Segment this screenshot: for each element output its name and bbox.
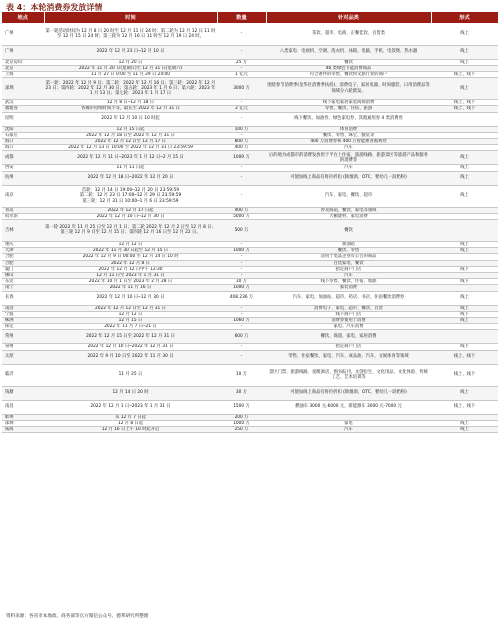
cell-category: 消费券使用于消费: [266, 317, 431, 323]
cell-location: 深圳: [2, 78, 44, 100]
cell-amount: -: [217, 241, 266, 247]
cell-location: 厦门: [2, 266, 44, 272]
cell-category: 符合条件的零售、餐饮和文旅行业的商户: [266, 71, 431, 77]
cell-location: 广州: [2, 45, 44, 59]
cell-time: 2022 年 12 月 12 日至 12 月 17 日: [44, 138, 217, 144]
cell-category: 大额建材、家电消费: [266, 213, 431, 219]
cell-location: 天津: [2, 248, 44, 254]
cell-location: 北京房山: [2, 59, 44, 65]
cell-time: 第一轮 2022 年 11 月 25 日至 12 月 1 日；第二轮 2022 年 12 月 2 日至 12 月 8 日；第三轮 12 月 9 日至 12 月 15 日；第四轮 12 月 16 日至 12 月 22 日。: [44, 219, 217, 241]
table-row: [2, 151, 498, 165]
cell-category: 后的地为成都市的消费发放用于平台上住宿、旅游线路、旅游景区等旅游产品和服务的消费等: [266, 151, 431, 165]
table-header-row: [2, 12, 498, 23]
cell-time: 2022 年 12 月 10 日─12 月 30 日: [44, 213, 217, 219]
cell-location: 合肥: [2, 254, 44, 260]
cell-form: 线上: [431, 59, 498, 65]
table-row: [2, 330, 498, 344]
cell-time: 首轮：12 月 14 日 19:00─12 月 20 日 23:59:59 第二轮：12 月 23 日 17:00─12 月 29 日 23:59:59 第三轮：12 月 31 日 10:00─1 月 6 日 23:59:59: [44, 185, 217, 207]
cell-location: 合肥: [2, 260, 44, 266]
cell-category: 体育消费: [266, 126, 431, 132]
cell-time: 2022 年 12 月 8 日: [44, 260, 217, 266]
cell-amount: -: [217, 324, 266, 330]
cell-time: 2022 年 12 月 1 日─2023 年 1 月 31 日: [44, 400, 217, 414]
cell-category: 汽车、家电、餐饮、超市: [266, 185, 431, 207]
cell-form: 线上、线下: [431, 364, 498, 386]
cell-amount: 1 亿元: [217, 71, 266, 77]
cell-time: 2022 年 12 月 18 日至 2022 年 12 月 31 日: [44, 132, 217, 138]
cell-amount: -: [217, 272, 266, 278]
cell-time: 2022 年 12 月 10 日─12 月 30 日: [44, 291, 217, 305]
cell-location: 昆明: [2, 112, 44, 126]
cell-form: 线上: [431, 23, 498, 45]
cell-location: 蚌埠: [2, 414, 44, 420]
cell-location: 南宁: [2, 285, 44, 291]
cell-location: 南昌: [2, 400, 44, 414]
cell-category: 指定商户门店: [266, 344, 431, 350]
cell-time: 2022 年 12 月 10 日 10 时起: [44, 112, 217, 126]
table-row: [2, 386, 498, 400]
cell-time: 2022 年 12 月 10 日─2022 年 12 月 31 日: [44, 344, 217, 350]
table-body: [2, 23, 498, 433]
cell-amount: 400 万: [217, 145, 266, 151]
cell-amount: 30 万: [217, 386, 266, 400]
cell-location: 上海: [2, 71, 44, 77]
cell-amount: -: [217, 260, 266, 266]
cell-form: 线上: [431, 151, 498, 165]
cell-category: 消费电子、家电、超市、餐饮、百货: [266, 305, 431, 311]
cell-amount: 408.236 万: [217, 291, 266, 305]
cell-location: 西安: [2, 165, 44, 171]
cell-location: 重庆: [2, 241, 44, 247]
cell-amount: -: [217, 171, 266, 185]
cell-form: [431, 112, 498, 126]
cell-category: 适用于电品企业有公告的商品: [266, 254, 431, 260]
cell-location: 南昌: [2, 305, 44, 311]
cell-form: [431, 219, 498, 241]
cell-category: 加油站: [266, 241, 431, 247]
cell-amount: 25 万: [217, 59, 266, 65]
cell-form: 线上: [431, 185, 498, 207]
cell-form: 线上: [431, 165, 498, 171]
cell-amount: 10 万: [217, 279, 266, 285]
cell-location: 北京: [2, 65, 44, 71]
cell-time: 各城市持续时间不等，最长至 2022 年 12 月 31 日: [44, 106, 217, 112]
table-caption: 表 4：本轮消费券发放详情: [6, 3, 103, 12]
cell-category: 可使加线上商品有将价折扣 (除烟酒、OTC、婴幼儿一段奶粉): [266, 386, 431, 400]
cell-amount: -: [217, 305, 266, 311]
cell-time: 2022 年 9 月 10 日至 2022 年 11 月 30 日: [44, 350, 217, 364]
cell-location: 太原: [2, 350, 44, 364]
table-row: [2, 364, 498, 386]
cell-time: 2022 年 12 月 13 日 10:00 至 2022 年 12 月 31 日 23:59:59: [44, 145, 217, 151]
header-form: 形式: [431, 12, 498, 23]
cell-time: 2022 年 11 月 16 日: [44, 285, 217, 291]
cell-time: 第一轮活动时间为 12 月 8 日 20 时至 12 月 11 日 24 时；第二轮为 12 月 12 日 11 时至 12 月 15 日 24 时；第三轮为 12 月 16 日 11 时至 12 月 19 日 24 时。: [44, 23, 217, 45]
cell-location: 青岛: [2, 207, 44, 213]
cell-location: 常州: [2, 330, 44, 344]
cell-amount: 1060 万: [217, 317, 266, 323]
cell-amount: 800 万: [217, 138, 266, 144]
cell-amount: 100 万: [217, 126, 266, 132]
cell-time: 12 月 16 日上午 10 时起开启: [44, 426, 217, 432]
header-amount: 数量: [217, 12, 266, 23]
cell-amount: -: [217, 132, 266, 138]
cell-category: 景区门票、旅游线路、星级酒店、图书报刊、文创衍生、文化用品、文化体验、传统工艺、艺术培训等: [266, 364, 431, 386]
cell-location: 海口: [2, 145, 44, 151]
cell-form: 线上: [431, 386, 498, 400]
consumption-voucher-table: [2, 12, 499, 433]
cell-amount: 1000 万: [217, 420, 266, 426]
cell-location: 宁波: [2, 311, 44, 317]
table-row: [2, 78, 498, 100]
source-note: 资料来源：各省市本地政、商务部等官方微信公众号、德邦研究所整理: [6, 614, 149, 619]
cell-category: 餐饮、零售、珠宝、服装等: [266, 132, 431, 138]
cell-form: 线上: [431, 420, 498, 426]
cell-location: 深圳: [2, 420, 44, 426]
cell-category: 家装消费: [266, 285, 431, 291]
cell-category: 46 类绿色节能消费商品: [266, 65, 431, 71]
cell-category: 餐饮: [266, 59, 431, 65]
cell-amount: 500 万: [217, 219, 266, 241]
cell-category: 汽车: [266, 426, 431, 432]
cell-form: 线上: [431, 426, 498, 432]
cell-amount: -: [217, 65, 266, 71]
cell-time: 11 月 11 日起: [44, 165, 217, 171]
cell-form: 线上: [431, 45, 498, 59]
cell-location: 长春: [2, 291, 44, 305]
cell-category: 八类家电：电视机、空调、洗衣机、冰箱、电脑、手机、电饭煲、热水器: [266, 45, 431, 59]
cell-location: 石家庄: [2, 132, 44, 138]
cell-category: 涉及商超、餐饮、家电等领域: [266, 207, 431, 213]
cell-amount: -: [217, 23, 266, 45]
cell-amount: 2 亿元: [217, 106, 266, 112]
table-row: [2, 350, 498, 364]
table-row: [2, 219, 498, 241]
cell-form: 线下: [431, 311, 498, 317]
cell-amount: -: [217, 112, 266, 126]
cell-location: 福建省: [2, 106, 44, 112]
cell-location: 钱塘: [2, 386, 44, 400]
cell-amount: 250 万: [217, 426, 266, 432]
cell-amount: -: [217, 266, 266, 272]
cell-amount: -: [217, 45, 266, 59]
table-row: [2, 23, 498, 45]
cell-category: 围绕春节消费季(龙华区消费季扶持)、消费电子、家居电器、时尚服装、日用消费品等领域分六轮派发。: [266, 78, 431, 100]
cell-time: 2022 年 11 月 20 日(星期日)至 12 月 31 日(星期六): [44, 65, 217, 71]
cell-category: 燃油车 3000 元-6000 元，新能源车 3000 元-7000 元: [266, 400, 431, 414]
cell-time: 12 月 12 日: [44, 311, 217, 317]
cell-amount: -: [217, 350, 266, 364]
header-time: 时间: [44, 12, 217, 23]
cell-location: 武汉: [2, 100, 44, 106]
cell-form: 线上: [431, 305, 498, 311]
cell-form: 线上、线下: [431, 71, 498, 77]
cell-amount: 3000 万: [217, 78, 266, 100]
cell-location: 东莞: [2, 279, 44, 285]
cell-amount: 1000 万: [217, 151, 266, 165]
cell-form: 线上: [431, 248, 498, 254]
cell-form: [431, 330, 498, 344]
cell-time: 2022 年 12 月 17 日起: [44, 207, 217, 213]
cell-location: 威海: [2, 426, 44, 432]
cell-category: 线下餐饮、加油券、绿色家电券、其他通用券 4 类消费券: [266, 112, 431, 126]
cell-time: 12 月 12 日: [44, 241, 217, 247]
cell-form: 线上、线下: [431, 106, 498, 112]
cell-amount: -: [217, 165, 266, 171]
cell-category: 零售、住宿餐饮、家电、汽车、成品油、汽车、文娱体育等领域: [266, 350, 431, 364]
cell-location: 杭州: [2, 171, 44, 185]
cell-time: 12 月 11 日至 2023 年 1 月 31 日: [44, 272, 217, 278]
cell-time: 12 月 8 日─12 月 18 日: [44, 100, 217, 106]
cell-category: 餐饮、零售: [266, 248, 431, 254]
cell-amount: 5000 万: [217, 213, 266, 219]
cell-location: 沈阳: [2, 126, 44, 132]
table-row: [2, 426, 498, 432]
cell-form: 线上: [431, 78, 498, 100]
cell-time: 2022 年 12 月 9 日 00:00 至 12 月 14 日 10 时: [44, 254, 217, 260]
cell-time: 2022 年 11 月 7 日─21 日: [44, 324, 217, 330]
cell-time: 12 月 15 日: [44, 317, 217, 323]
cell-location: 南京: [2, 185, 44, 207]
cell-amount: 400 万: [217, 207, 266, 213]
cell-time: 2022 年 12 月 18 日─2022 年 12 月 20 日: [44, 171, 217, 185]
cell-form: 线上、线下: [431, 400, 498, 414]
cell-amount: 1000 万: [217, 248, 266, 254]
cell-category: 汽车、家电、加油站、超市、药店、书店、住宿餐饮消费券: [266, 291, 431, 305]
cell-location: 广州: [2, 23, 44, 45]
cell-category: 汽车: [266, 165, 431, 171]
header-category: 针对品类: [266, 12, 431, 23]
cell-time: 12 月 8 日起: [44, 420, 217, 426]
cell-category: 餐饮: [266, 219, 431, 241]
cell-location: 吉林: [2, 219, 44, 241]
cell-time: 2022 年 12 月 12 日至 12 月 31 日: [44, 305, 217, 311]
cell-time: 12 月 20 日: [44, 59, 217, 65]
header-location: 地点: [2, 12, 44, 23]
cell-time: 11 月 25 日: [44, 364, 217, 386]
cell-amount: 1000 万: [217, 285, 266, 291]
cell-amount: 200 万: [217, 414, 266, 420]
cell-category: 线下零售、餐饮、住宿、加油: [266, 279, 431, 285]
cell-location: 临沂: [2, 364, 44, 386]
cell-amount: -: [217, 254, 266, 260]
cell-location: 成都: [2, 151, 44, 165]
cell-time: 2022 年 11 月 30 日起至 12 月 15 日: [44, 248, 217, 254]
cell-form: 线上: [431, 291, 498, 305]
cell-category: 家电: [266, 420, 431, 426]
cell-location: 株洲: [2, 317, 44, 323]
cell-amount: -: [217, 311, 266, 317]
cell-amount: 600 万: [217, 330, 266, 344]
cell-time: 2022 年 12 月 23 日─12 月 10 日: [44, 45, 217, 59]
cell-time: 12 月 14 日 20 时: [44, 386, 217, 400]
cell-time: 2022 年 12 月 12 日中午 12:30: [44, 266, 217, 272]
cell-time: 11 月 27 日 0:00 至 11 月 29 日 24:00: [44, 71, 217, 77]
cell-form: 线上: [431, 171, 498, 185]
cell-category: 零售、餐饮、住宿、旅游: [266, 106, 431, 112]
cell-form: 线上、线下: [431, 350, 498, 364]
cell-category: 汽车: [266, 272, 431, 278]
table-row: [2, 171, 498, 185]
table-row: [2, 112, 498, 126]
cell-form: 线上: [431, 317, 498, 323]
cell-category: 指定商户门店: [266, 266, 431, 272]
cell-location: 保定: [2, 324, 44, 330]
cell-category: 汽车: [266, 145, 431, 151]
cell-form: 线下: [431, 344, 498, 350]
cell-category: 茶饮、超市、电商、正餐佳饮、百货类: [266, 23, 431, 45]
cell-form: 线上: [431, 241, 498, 247]
cell-amount: -: [217, 100, 266, 106]
cell-category: 线下家电家居家装商场消费: [266, 100, 431, 106]
cell-time: 12 月 15 日起: [44, 126, 217, 132]
cell-location: 哈尔滨: [2, 213, 44, 219]
cell-time: 2022 年 12 月 15 日至 2022 年 12 月 31 日: [44, 330, 217, 344]
cell-time: 第一轮：2022 年 12 月 9 日；第二轮：2022 年 12 月 16 日；第三轮：2022 年 12 月 23 日；第四轮：2022 年 12 月 30 日；第五轮：2023 年 1 月 6 日；第六轮：2023 年 1 月 13 日；第七轮：2023 年 1 月 17 日: [44, 78, 217, 100]
cell-category: 线下商户门店: [266, 311, 431, 317]
cell-amount: -: [217, 185, 266, 207]
cell-category: 400 万消费券和 400 万智能惠普福利券: [266, 138, 431, 144]
table-row: [2, 185, 498, 207]
cell-category: 可使加线上商品有将价折扣 (除烟酒、OTC、婴幼儿一段奶粉): [266, 171, 431, 185]
cell-form: 线下: [431, 279, 498, 285]
cell-time: 2022 年 12 月 11 日─2023 年 1 月 12 日─2 月 15 日: [44, 151, 217, 165]
cell-time: 2022 年 10 月 1 日至 2023 年 2 月 28 日: [44, 279, 217, 285]
cell-location: 海口: [2, 138, 44, 144]
cell-amount: 10 万: [217, 364, 266, 386]
cell-form: 线下: [431, 266, 498, 272]
cell-category: 餐饮、商超、家电、家居消费: [266, 330, 431, 344]
cell-amount: 1500 万: [217, 400, 266, 414]
cell-location: 泉州: [2, 344, 44, 350]
cell-amount: -: [217, 344, 266, 350]
cell-form: 线上、线下: [431, 100, 498, 106]
cell-location: 佛山: [2, 272, 44, 278]
table-row: [2, 45, 498, 59]
cell-time: 从 12 月 7 日起: [44, 414, 217, 420]
cell-category: 百货家电、餐饮: [266, 260, 431, 266]
table-row: [2, 291, 498, 305]
cell-category: 家电、汽车消费: [266, 324, 431, 330]
table-row: [2, 400, 498, 414]
